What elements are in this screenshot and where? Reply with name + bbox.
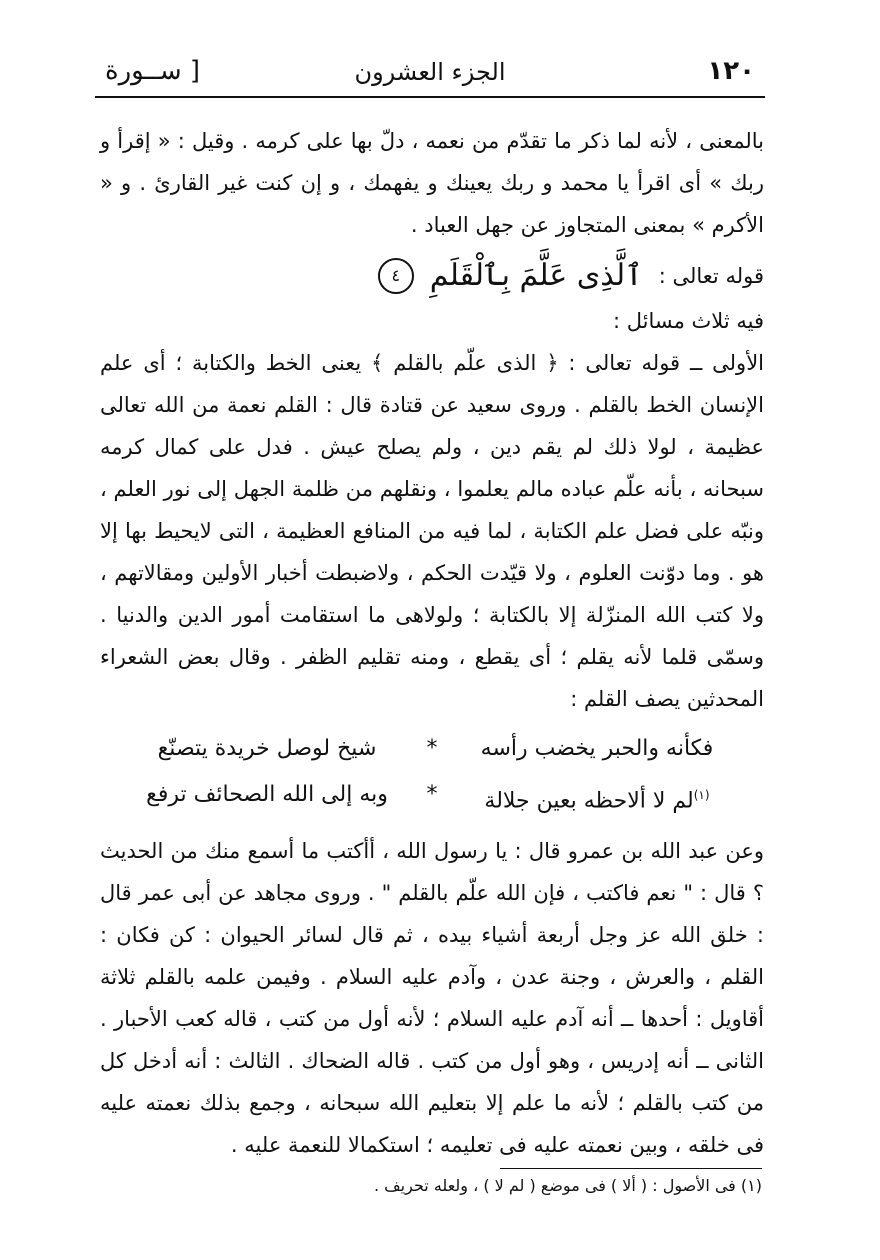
part-title: الجزء العشرون (354, 58, 506, 86)
page-body (100, 120, 764, 1166)
poem-hemistich: شيخ لوصل خريدة يتصنّع (157, 736, 377, 761)
verse-text: ٱلَّذِى عَلَّمَ بِٱلْقَلَمِ (429, 258, 643, 293)
verse-label: قوله تعالى : (658, 264, 764, 288)
ayah-number-icon (378, 258, 414, 294)
paragraph-issues: فيه ثلاث مسائل : (612, 309, 764, 333)
footnote-divider (500, 1168, 762, 1169)
poem-separator: * (426, 782, 438, 807)
page-number: ١٢٠ (707, 56, 755, 86)
quran-verse (100, 252, 764, 300)
header-divider (95, 96, 765, 98)
poem-line (100, 726, 764, 772)
paragraph-intro: بالمعنى ، لأنه لما ذكر ما تقدّم من نعمه ، دلّ بها على كرمه . وقيل : « إقرأ و ربك » أى اقرأ يا محمد و ربك يعينك و يفهمك ، و إن كنت غير القارئ . و « الأكرم » بمعنى المتجاوز عن جهل العباد . (100, 129, 764, 237)
paragraph-hadith: وعن عبد الله بن عمرو قال : يا رسول الله ، أأكتب ما أسمع منك من الحديث ؟ قال : " نعم فاكتب ، فإن الله علّم بالقلم " . وروى مجاهد عن أبى عمر قال : خلق الله عز وجل أربعة أشياء بيده ، ثم قال لسائر الحيوان : كن فكان : القلم ، والعرش ، وجنة عدن ، وآدم عليه السلام . وفيمن علمه بالقلم ثلاثة أقاويل : أحدها ــ أنه آدم عليه السلام ؛ لأنه أول من كتب ، قاله كعب الأحبار . الثانى ــ أنه إدريس ، وهو أول من كتب . قاله الضحاك . الثالث : أنه أدخل كل من كتب بالقلم ؛ لأنه ما علم إلا بتعليم الله سبحانه ، وجمع بذلك نعمته عليه فى خلقه ، وبين نعمته عليه فى تعليمه ؛ استكمالا للنعمة عليه . (100, 839, 764, 1158)
paragraph-first-issue: الأولى ــ قوله تعالى : ﴿ الذى علّم بالقلم ﴾ يعنى الخط والكتابة ؛ أى علم الإنسان الخط بالقلم . وروى سعيد عن قتادة قال : القلم نعمة من الله تعالى عظيمة ، لولا ذلك لم يقم دين ، ولم يصلح عيش . فدل على كمال كرمه سبحانه ، بأنه علّم عباده مالم يعلموا ، ونقلهم من ظلمة الجهل إلى نور العلم ، ونبّه على فضل علم الكتابة ، لما فيه من المنافع العظيمة ، التى لايحيط بها إلا هو . وما دوّنت العلوم ، ولا قيّدت الحكم ، ولاضبطت أخبار الأولين ومقالاتهم ، ولا كتب الله المنزّلة إلا بالكتابة ؛ ولولاهى ما استقامت أمور الدين والدنيا . وسمّى قلما لأنه يقلم ؛ أى يقطع ، ومنه تقليم الظفر . وقال بعض الشعراء المحدثين يصف القلم : (100, 351, 764, 711)
poem (100, 726, 764, 824)
poem-line (100, 772, 764, 824)
poem-hemistich (462, 772, 732, 824)
page-header (95, 52, 765, 92)
surah-label: [ ســورة (105, 56, 201, 86)
footnote: (١) فى الأصول : ( ألا ) فى موضع ( لم لا ) ، ولعله تحريف . (373, 1176, 762, 1195)
poem-separator: * (426, 736, 438, 761)
ayah-number: ٤ (391, 266, 401, 285)
footnote-ref: (١) (693, 788, 710, 802)
poem-hemistich: فكأنه والحبر يخضب رأسه (480, 736, 714, 761)
poem-hemistich-text: لم لا ألاحظه بعين جلالة (484, 788, 694, 814)
poem-hemistich: وبه إلى الله الصحائف ترفع (146, 782, 388, 807)
